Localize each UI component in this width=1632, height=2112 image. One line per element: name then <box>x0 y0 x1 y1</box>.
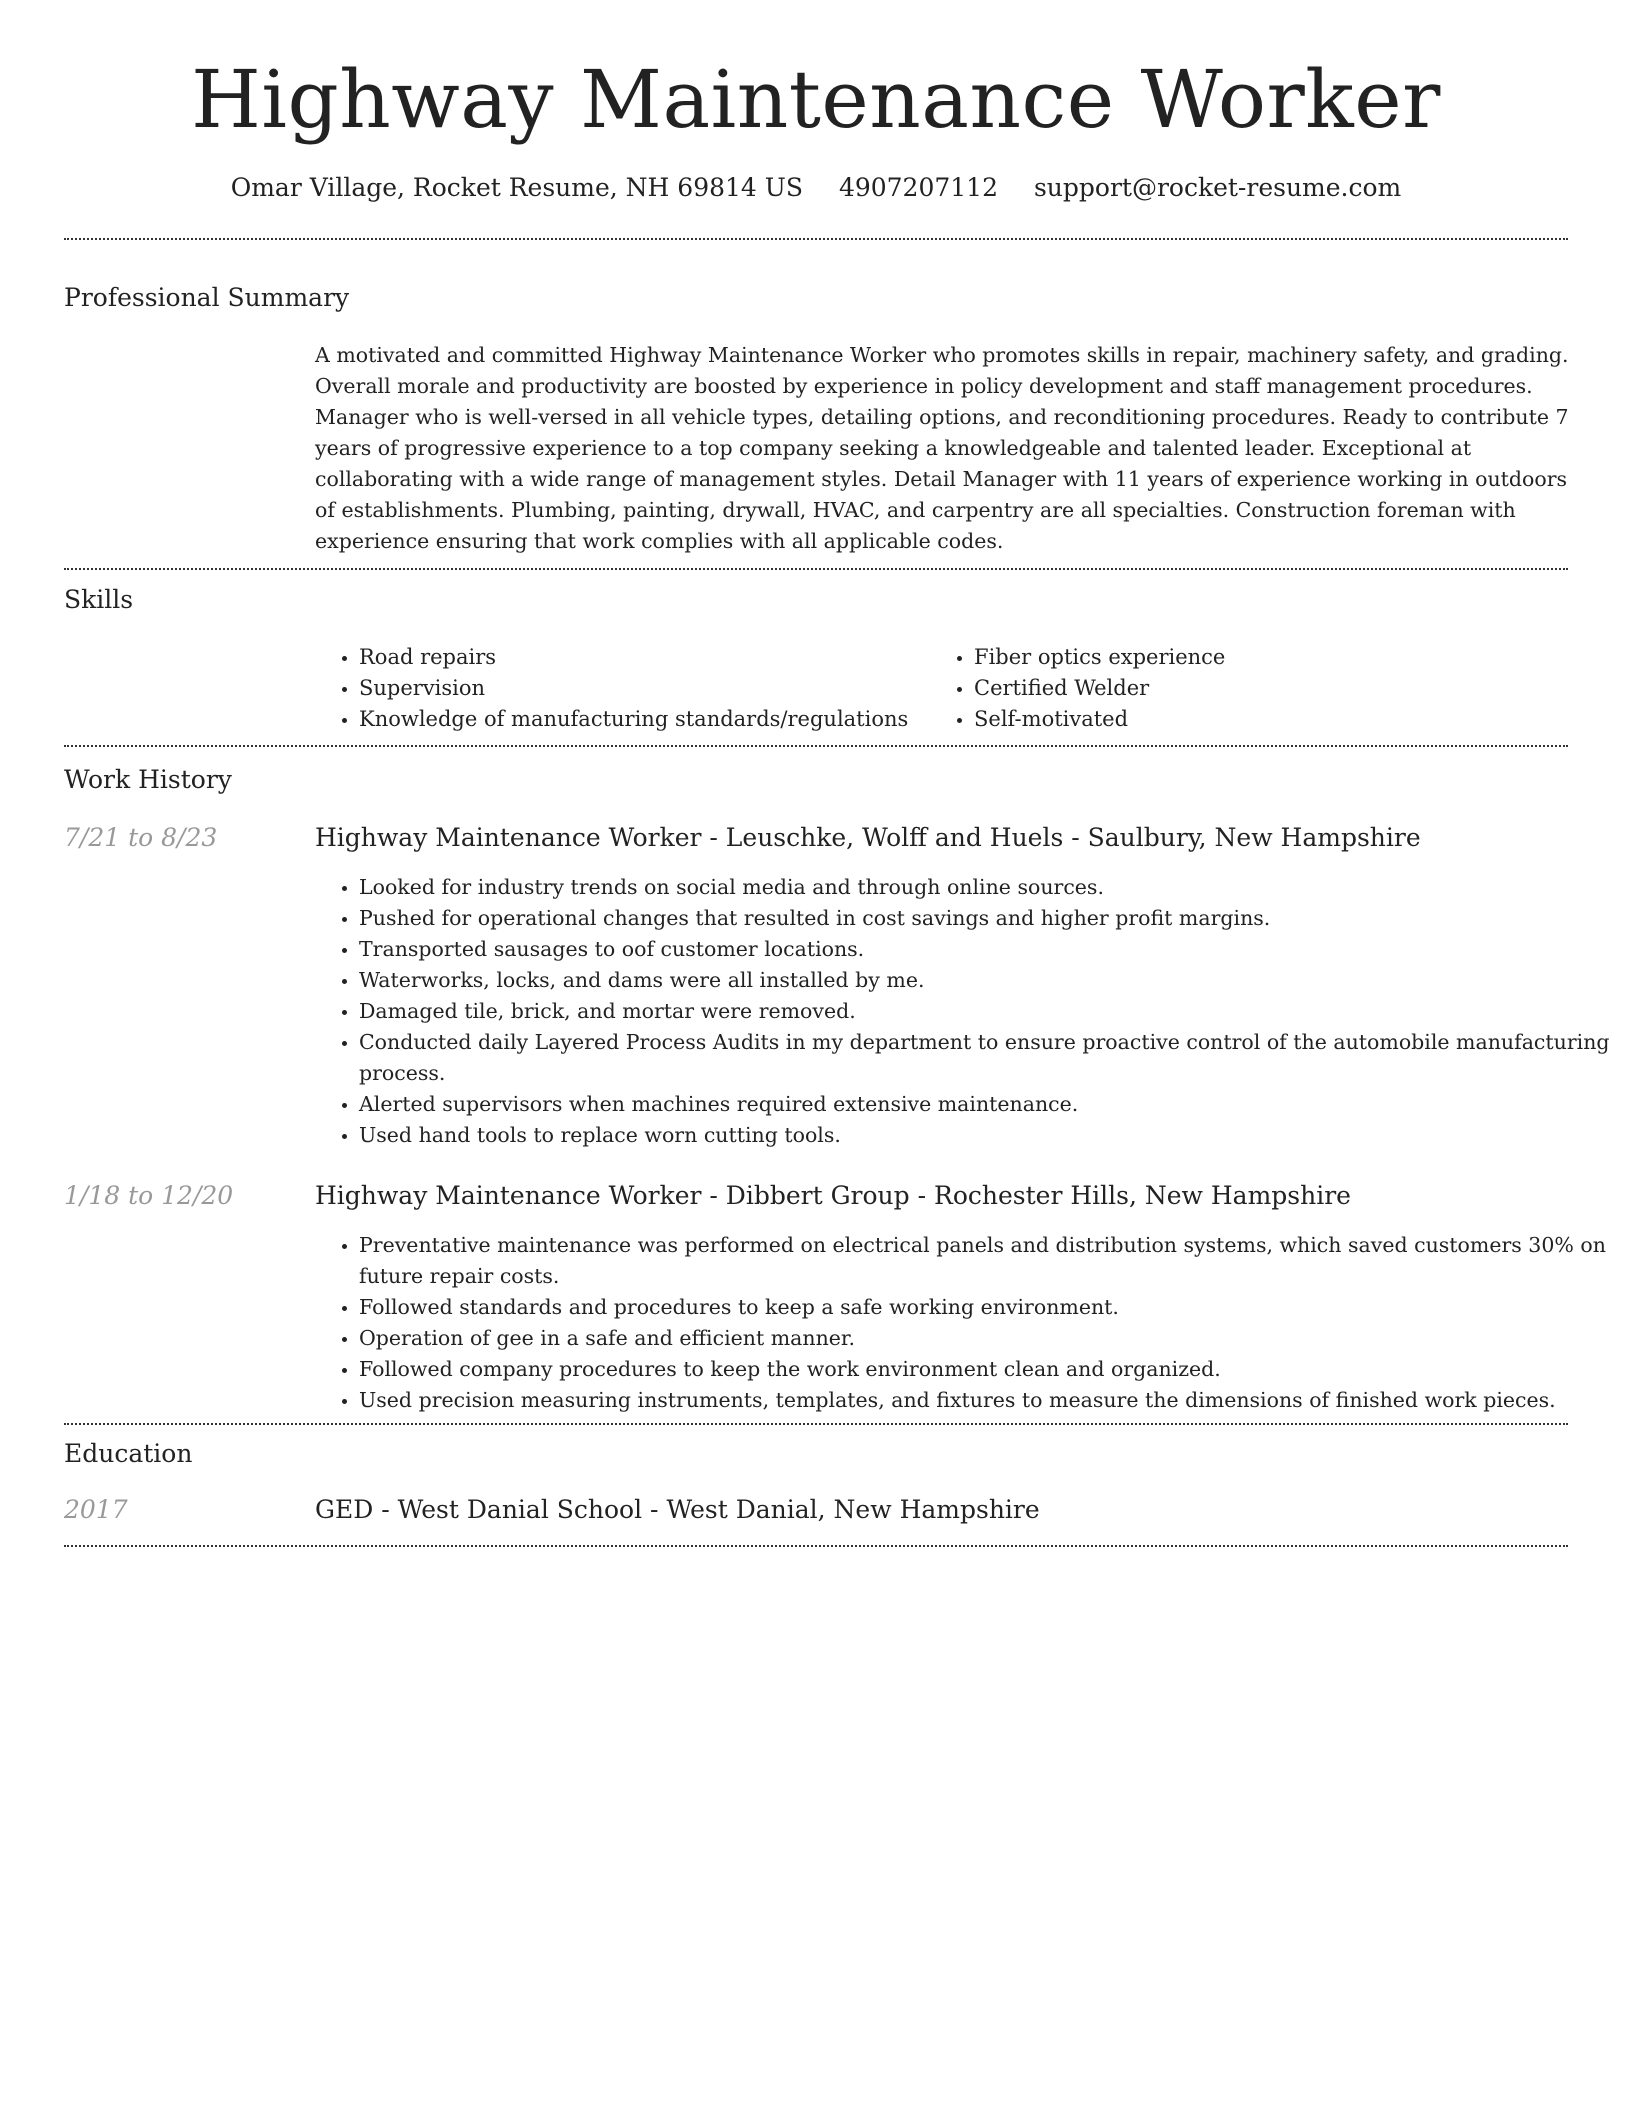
contact-line <box>0 170 1632 206</box>
job-bullets <box>315 1230 1619 1416</box>
job-bullet: • Transported sausages to oof customer locations. <box>359 934 1619 965</box>
skills-list-left <box>315 642 959 735</box>
skills-list-right <box>930 642 1574 735</box>
job-bullet: • Alerted supervisors when machines required extensive maintenance. <box>359 1089 1619 1120</box>
summary-text: A motivated and committed Highway Maintenance Worker who promotes skills in repair, machinery safety, and grading. Overall morale and productivity are boosted by experience in policy development and staff management procedures. Manager who is well-versed in all vehicle types, detailing options, and reconditioning procedures. Ready to contribute 7 years of progressive experience to a top company seeking a knowledgeable and talented leader. Exceptional at collaborating with a wide range of management styles. Detail Manager with 11 years of experience working in outdoors of establishments. Plumbing, painting, drywall, HVAC, and carpentry are all specialties. Construction foreman with experience ensuring that work complies with all applicable codes. <box>315 343 1569 553</box>
job-bullets <box>315 872 1619 1151</box>
job-heading: Highway Maintenance Worker - Dibbert Group - Rochester Hills, New Hampshire <box>315 1181 1351 1210</box>
job-bullet: • Used hand tools to replace worn cutting tools. <box>359 1120 1619 1151</box>
job-bullet: • Followed company procedures to keep the work environment clean and organized. <box>359 1354 1619 1385</box>
resume-name: Highway Maintenance Worker <box>191 53 1441 146</box>
contact-email: support@rocket-resume.com <box>1033 173 1402 202</box>
job-dates: 7/21 to 8/23 <box>64 823 218 852</box>
skill-item: • Fiber optics experience <box>974 642 1574 673</box>
education-heading: GED - West Danial School - West Danial, New Hampshire <box>315 1495 1040 1524</box>
job-bullet: • Operation of gee in a safe and efficient manner. <box>359 1323 1619 1354</box>
section-title-work: Work History <box>64 765 232 794</box>
job-bullet: • Damaged tile, brick, and mortar were removed. <box>359 996 1619 1027</box>
job-bullet: • Pushed for operational changes that resulted in cost savings and higher profit margins. <box>359 903 1619 934</box>
section-title-summary: Professional Summary <box>64 283 350 312</box>
skill-item: • Knowledge of manufacturing standards/regulations <box>359 704 959 735</box>
skill-item: • Road repairs <box>359 642 959 673</box>
divider <box>64 745 1568 747</box>
skill-item: • Self-motivated <box>974 704 1574 735</box>
job-bullet: • Conducted daily Layered Process Audits in my department to ensure proactive control of the automobile manufacturing process. <box>359 1027 1619 1089</box>
divider <box>64 1545 1568 1547</box>
section-title-education: Education <box>64 1439 193 1468</box>
contact-address: Omar Village, Rocket Resume, NH 69814 US <box>230 173 803 202</box>
skill-item: • Certified Welder <box>974 673 1574 704</box>
divider <box>64 568 1568 570</box>
education-year: 2017 <box>64 1495 128 1524</box>
divider <box>64 238 1568 240</box>
job-bullet: • Looked for industry trends on social media and through online sources. <box>359 872 1619 903</box>
divider <box>64 1423 1568 1425</box>
job-bullet: • Used precision measuring instruments, templates, and fixtures to measure the dimensions of finished work pieces. <box>359 1385 1619 1416</box>
job-bullet: • Preventative maintenance was performed on electrical panels and distribution systems, which saved customers 30% on future repair costs. <box>359 1230 1619 1292</box>
section-title-skills: Skills <box>64 585 134 614</box>
contact-phone: 4907207112 <box>838 173 998 202</box>
job-dates: 1/18 to 12/20 <box>64 1181 234 1210</box>
job-bullet: • Waterworks, locks, and dams were all installed by me. <box>359 965 1619 996</box>
job-heading: Highway Maintenance Worker - Leuschke, Wolff and Huels - Saulbury, New Hampshire <box>315 823 1421 852</box>
skill-item: • Supervision <box>359 673 959 704</box>
job-bullet: • Followed standards and procedures to keep a safe working environment. <box>359 1292 1619 1323</box>
